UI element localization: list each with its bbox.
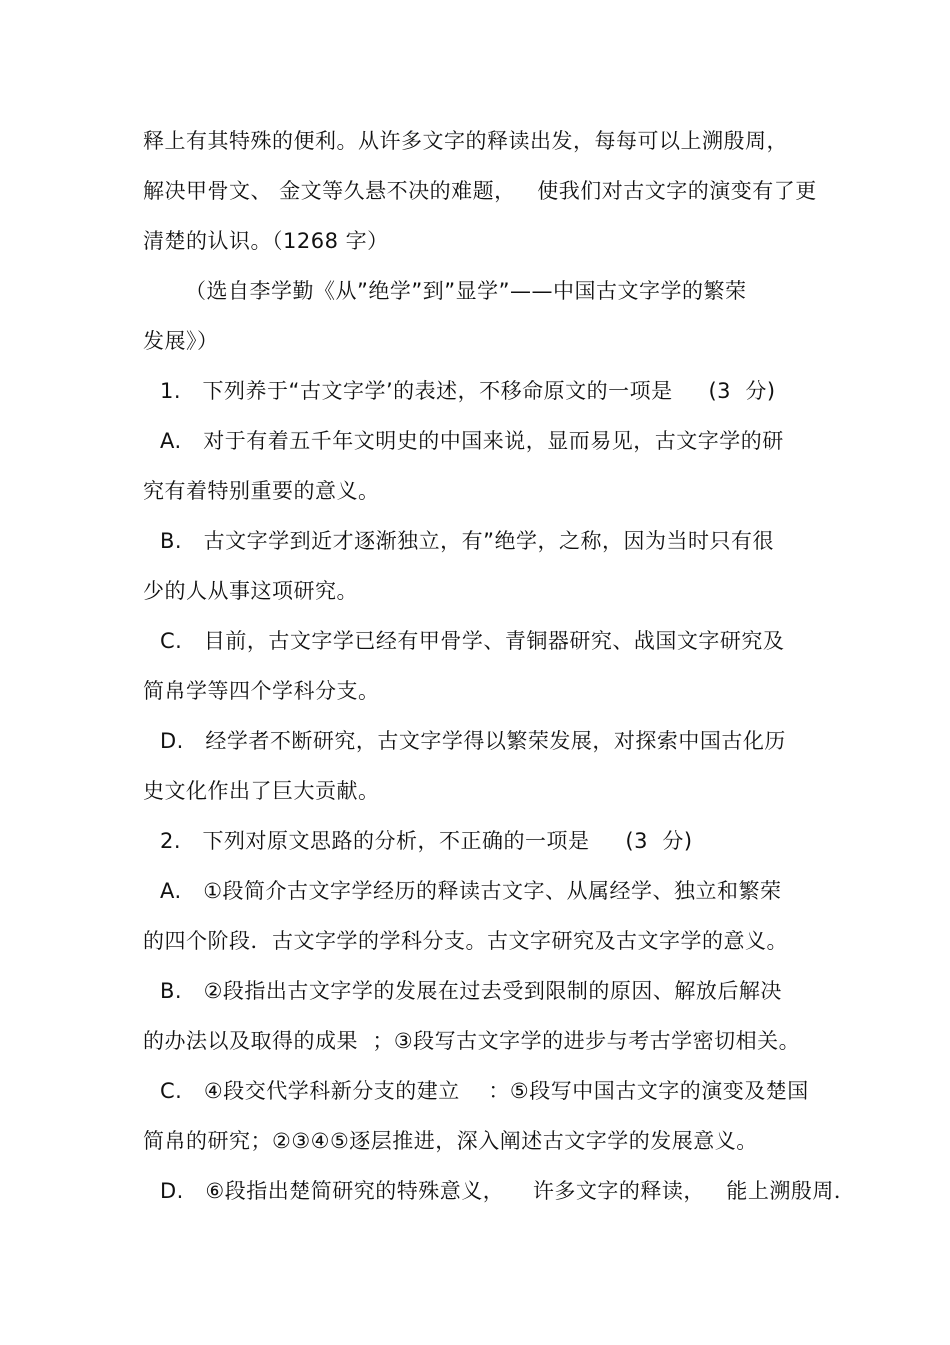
option-c-continued: 简帛学等四个学科分支。 (143, 679, 380, 703)
option-c: C. ④段交代学科新分支的建立 ：⑤段写中国古文字的演变及楚国 (160, 1079, 809, 1103)
option-a: A. ①段简介古文字学经历的释读古文字、从属经学、独立和繁荣 (160, 879, 782, 903)
passage-line: 释上有其特殊的便利。从许多文字的释读出发，每每可以上溯殷周， (143, 129, 788, 153)
option-a-continued: 的四个阶段．古文字学的学科分支。古文字研究及古文字学的意义。 (143, 929, 788, 953)
option-b: B. 古文字学到近才逐渐独立，有”绝学，之称，因为当时只有很 (160, 529, 774, 553)
option-d-continued: 史文化作出了巨大贡献。 (143, 779, 380, 803)
option-c-continued: 简帛的研究；②③④⑤逐层推进，深入阐述古文字学的发展意义。 (143, 1129, 758, 1153)
option-b-continued: 少的人从事这项研究。 (143, 579, 358, 603)
option-a: A. 对于有着五千年文明史的中国来说，显而易见，古文字学的研 (160, 429, 784, 453)
question-stem: 1. 下列养于“古文字学’的表述，不移命原文的一项是 (3 分) (160, 379, 776, 403)
option-d: D. 经学者不断研究，古文字学得以繁荣发展，对探索中国古化历 (160, 729, 786, 753)
option-b-continued: 的办法以及取得的成果 ；③段写古文字学的进步与考古学密切相关。 (143, 1029, 801, 1053)
passage-line: 清楚的认识。（1268 字） (143, 229, 389, 253)
question-stem: 2. 下列对原文思路的分析，不正确的一项是 (3 分) (160, 829, 693, 853)
source-citation: 发展》） (143, 329, 219, 353)
option-b: B. ②段指出古文字学的发展在过去受到限制的原因、解放后解决 (160, 979, 782, 1003)
option-d: D. ⑥段指出楚简研究的特殊意义， 许多文字的释读， 能上溯殷周． (160, 1179, 856, 1203)
option-a-continued: 究有着特别重要的意义。 (143, 479, 380, 503)
passage-line: 解决甲骨文、 金文等久悬不决的难题， 使我们对古文字的演变有了更 (143, 179, 817, 203)
option-c: C. 目前，古文字学已经有甲骨学、青铜器研究、战国文字研究及 (160, 629, 785, 653)
source-citation: （选自李学勤《从”绝学”到”显学”——中国古文字学的繁荣 (185, 279, 747, 303)
